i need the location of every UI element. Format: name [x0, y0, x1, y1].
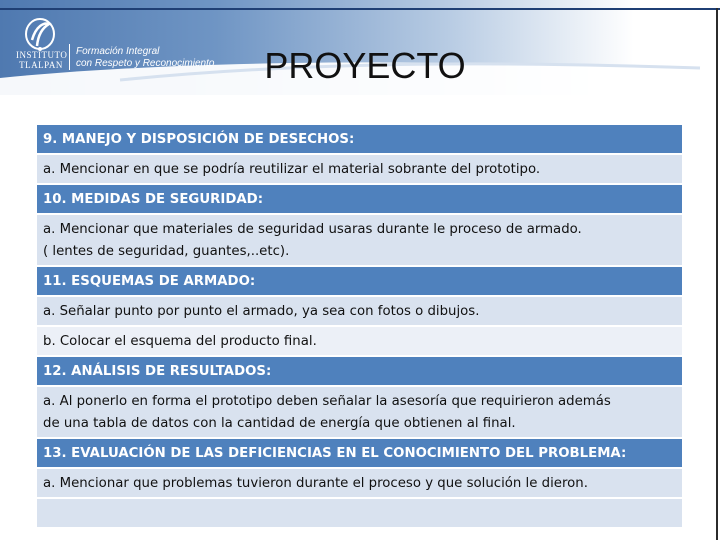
tagline-line: con Respeto y Reconocimiento	[76, 58, 215, 69]
institute-name-line: INSTITUTO	[16, 50, 68, 60]
table-row	[37, 387, 682, 439]
tagline-line: Formación Integral	[76, 46, 160, 57]
page-title: PROYECTO	[264, 45, 466, 86]
header-top-line	[0, 8, 720, 10]
table-row-line: a. Al ponerlo en forma el prototipo deben señalar la asesoría que requirieron además	[43, 394, 611, 409]
table-row-line: ( lentes de seguridad, guantes,..etc).	[43, 244, 290, 259]
logo-divider	[69, 44, 70, 70]
table-row: a. Mencionar que problemas tuvieron durante el proceso y que solución le dieron.	[37, 469, 682, 499]
section-header-row: 9. MANEJO Y DISPOSICIÓN DE DESECHOS:	[37, 125, 682, 155]
table-row-line: de una tabla de datos con la cantidad de energía que obtienen al final.	[43, 416, 516, 431]
table-row: a. Mencionar en que se podría reutilizar el material sobrante del prototipo.	[37, 155, 682, 185]
institute-name	[16, 50, 66, 70]
table-row	[37, 215, 682, 267]
table-row: a. Señalar punto por punto el armado, ya sea con fotos o dibujos.	[37, 297, 682, 327]
section-header-row: 11. ESQUEMAS DE ARMADO:	[37, 267, 682, 297]
section-header-row: 12. ANÁLISIS DE RESULTADOS:	[37, 357, 682, 387]
table-row-line: a. Mencionar que materiales de seguridad usaras durante le proceso de armado.	[43, 222, 582, 237]
section-header-row: 13. EVALUACIÓN DE LAS DEFICIENCIAS EN EL CONOCIMIENTO DEL PROBLEMA:	[37, 439, 682, 469]
institute-name-line: TLALPAN	[19, 60, 63, 70]
empty-row	[37, 499, 682, 529]
table-row: b. Colocar el esquema del producto final.	[37, 327, 682, 357]
institute-tagline	[76, 46, 214, 70]
right-border-line	[716, 8, 718, 540]
section-header-row: 10. MEDIDAS DE SEGURIDAD:	[37, 185, 682, 215]
project-requirements-table	[37, 125, 682, 529]
